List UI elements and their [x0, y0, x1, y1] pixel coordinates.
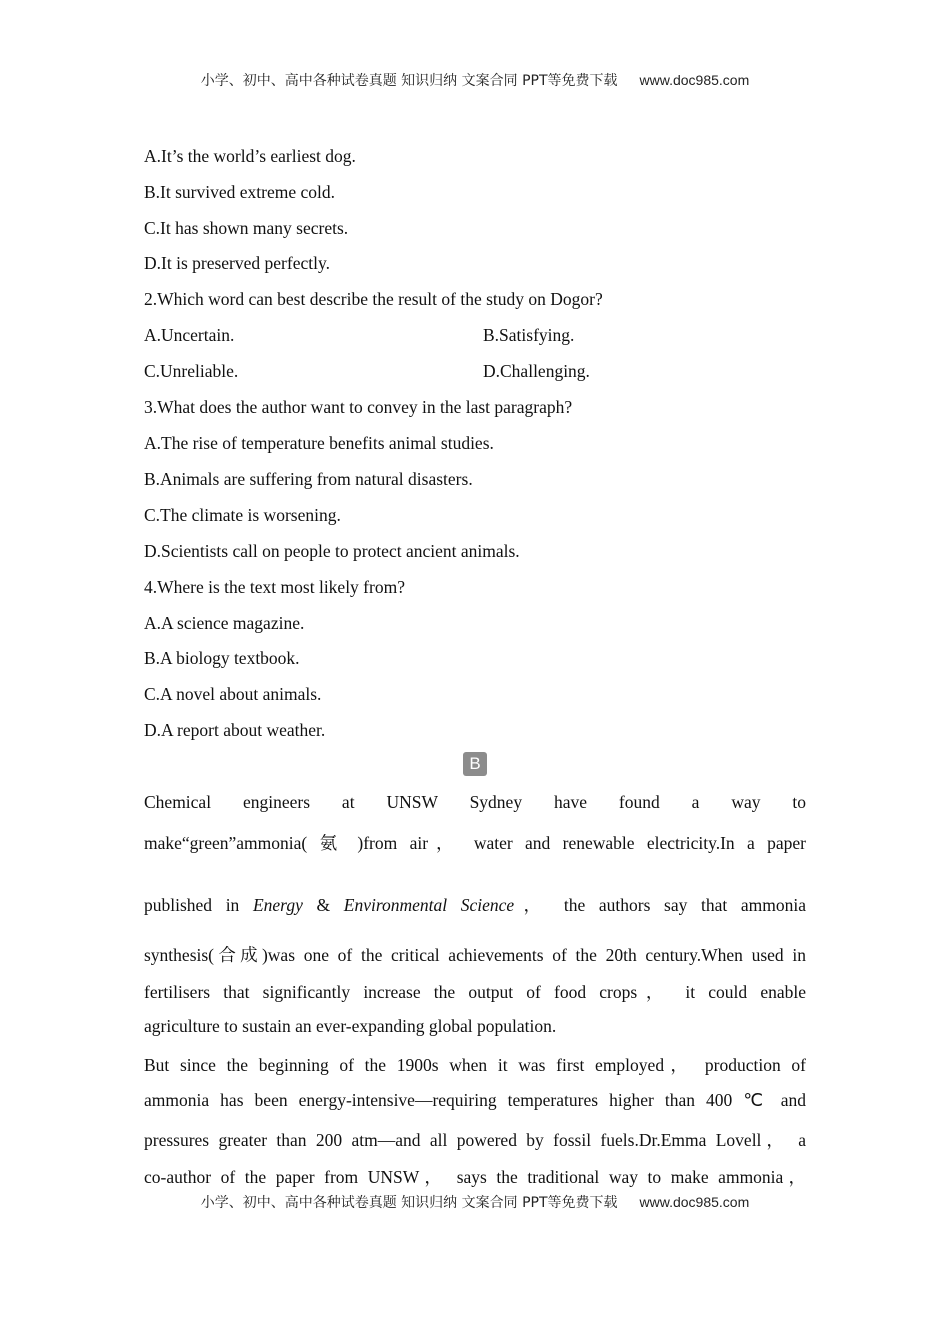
journal-title-part: Environmental Science — [343, 895, 515, 915]
q4-option-a: A.A science magazine. — [144, 613, 305, 633]
q1-option-b: B.It survived extreme cold. — [144, 182, 335, 202]
q1-option-c: C.It has shown many secrets. — [144, 218, 349, 238]
passage-text: published in — [144, 895, 253, 915]
q2-option-d: D.Challenging. — [483, 361, 590, 381]
q1-option-a: A.It’s the world’s earliest dog. — [144, 146, 356, 166]
passage-line: co-author of the paper from UNSW， says the traditional way to make ammonia， — [144, 1167, 806, 1187]
passage-line: pressures greater than 200 atm—and all powered by fossil fuels.Dr.Emma Lovell， a — [144, 1130, 806, 1150]
passage-line: make“green”ammonia( 氨 )from air， water and renewable electricity.In a paper — [144, 833, 806, 853]
header-url[interactable]: www.doc985.com — [639, 72, 750, 88]
q2-question: 2.Which word can best describe the result of the study on Dogor? — [144, 289, 603, 309]
passage-line: ammonia has been energy-intensive—requiring temperatures higher than 400 ℃ and — [144, 1090, 806, 1110]
passage-line: Chemical engineers at UNSW Sydney have found a way to — [144, 792, 806, 812]
passage-line: fertilisers that significantly increase the output of food crops， it could enable — [144, 982, 806, 1002]
q2-option-b: B.Satisfying. — [483, 325, 575, 345]
q3-option-c: C.The climate is worsening. — [144, 505, 341, 525]
section-label-badge: B — [463, 752, 487, 776]
passage-line: agriculture to sustain an ever-expanding global population. — [144, 1016, 557, 1036]
passage-line-journal — [144, 892, 806, 917]
q4-option-d: D.A report about weather. — [144, 720, 326, 740]
passage-line: synthesis(合成)was one of the critical achievements of the 20th century.When used in — [144, 945, 806, 965]
footer-text: 小学、初中、高中各种试卷真题 知识归纳 文案合同 PPT等免费下载 — [200, 1195, 618, 1211]
journal-title-part: Energy — [252, 895, 303, 915]
q2-option-c: C.Unreliable. — [144, 361, 239, 381]
q4-option-c: C.A novel about animals. — [144, 684, 322, 704]
q1-option-d: D.It is preserved perfectly. — [144, 253, 330, 273]
footer-url[interactable]: www.doc985.com — [639, 1194, 750, 1210]
passage-text: ， the authors say that ammonia — [514, 895, 806, 915]
page-footer — [0, 1192, 950, 1212]
q3-option-d: D.Scientists call on people to protect ancient animals. — [144, 541, 520, 561]
q3-question: 3.What does the author want to convey in the last paragraph? — [144, 397, 573, 417]
q3-option-a: A.The rise of temperature benefits animal studies. — [144, 433, 494, 453]
page-header — [0, 70, 950, 90]
q2-option-a: A.Uncertain. — [144, 325, 235, 345]
passage-line: But since the beginning of the 1900s when it was first employed， production of — [144, 1055, 806, 1075]
passage-text: & — [302, 895, 344, 915]
q4-question: 4.Where is the text most likely from? — [144, 577, 405, 597]
q3-option-b: B.Animals are suffering from natural disasters. — [144, 469, 473, 489]
q4-option-b: B.A biology textbook. — [144, 648, 300, 668]
header-text: 小学、初中、高中各种试卷真题 知识归纳 文案合同 PPT等免费下载 — [200, 73, 618, 89]
